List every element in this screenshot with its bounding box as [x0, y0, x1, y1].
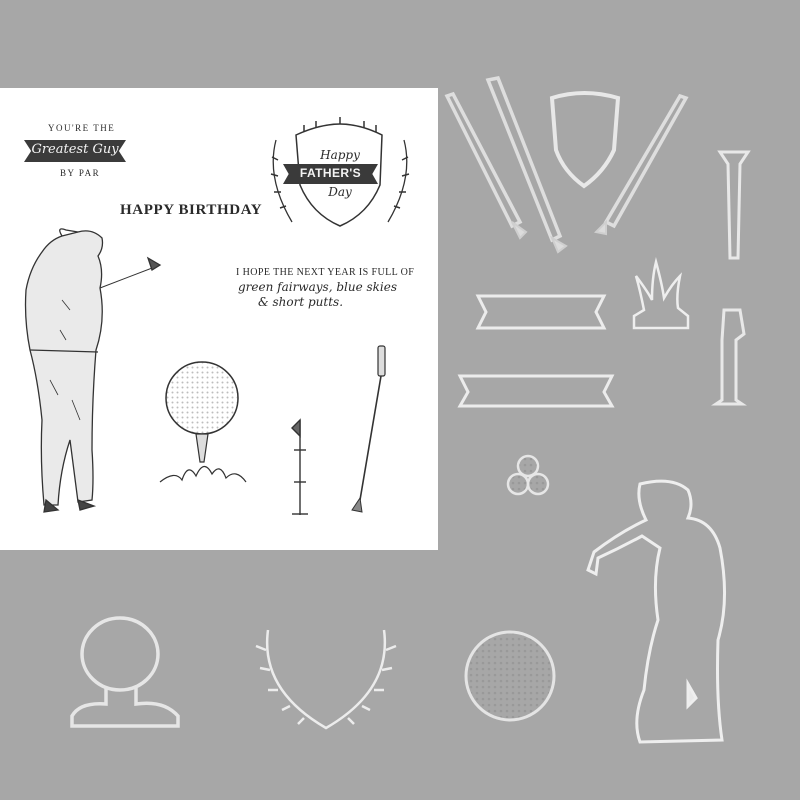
golf-club-die-icon: [447, 78, 686, 252]
golfer-swing-stamp-icon: [26, 229, 161, 512]
golfer-die-icon: [588, 481, 725, 742]
grass-die-icon: [634, 262, 688, 328]
golf-tee-die-icon: [720, 152, 748, 258]
golf-balls-die-icon: [508, 456, 548, 494]
golf-flag-stamp-icon: [292, 420, 308, 515]
tee-frame-die-icon: [72, 618, 178, 726]
golf-ball-die-icon: [466, 632, 554, 720]
badge-line-2: FATHER'S: [299, 166, 362, 180]
birthday-sentiment: HAPPY BIRTHDAY: [120, 202, 263, 218]
tagline-banner-text: Greatest Guy: [31, 142, 119, 157]
banner-die-icon: [460, 296, 612, 406]
golf-ball-on-tee-stamp-icon: [160, 362, 246, 482]
golf-club-stamp-icon: [352, 346, 385, 512]
message-line-2: green fairways, blue skies: [238, 280, 398, 294]
shield-die-icon: [552, 93, 618, 186]
laurel-die-icon: [256, 630, 396, 728]
tagline-top: YOU'RE THE: [48, 123, 116, 133]
badge-line-1: Happy: [320, 148, 360, 162]
tagline-bottom: BY PAR: [60, 168, 101, 178]
message-line-1: I HOPE THE NEXT YEAR IS FULL OF: [236, 267, 415, 278]
message-line-3: & short putts.: [258, 295, 344, 309]
flag-die-icon: [716, 310, 744, 404]
badge-line-3: Day: [328, 185, 352, 199]
